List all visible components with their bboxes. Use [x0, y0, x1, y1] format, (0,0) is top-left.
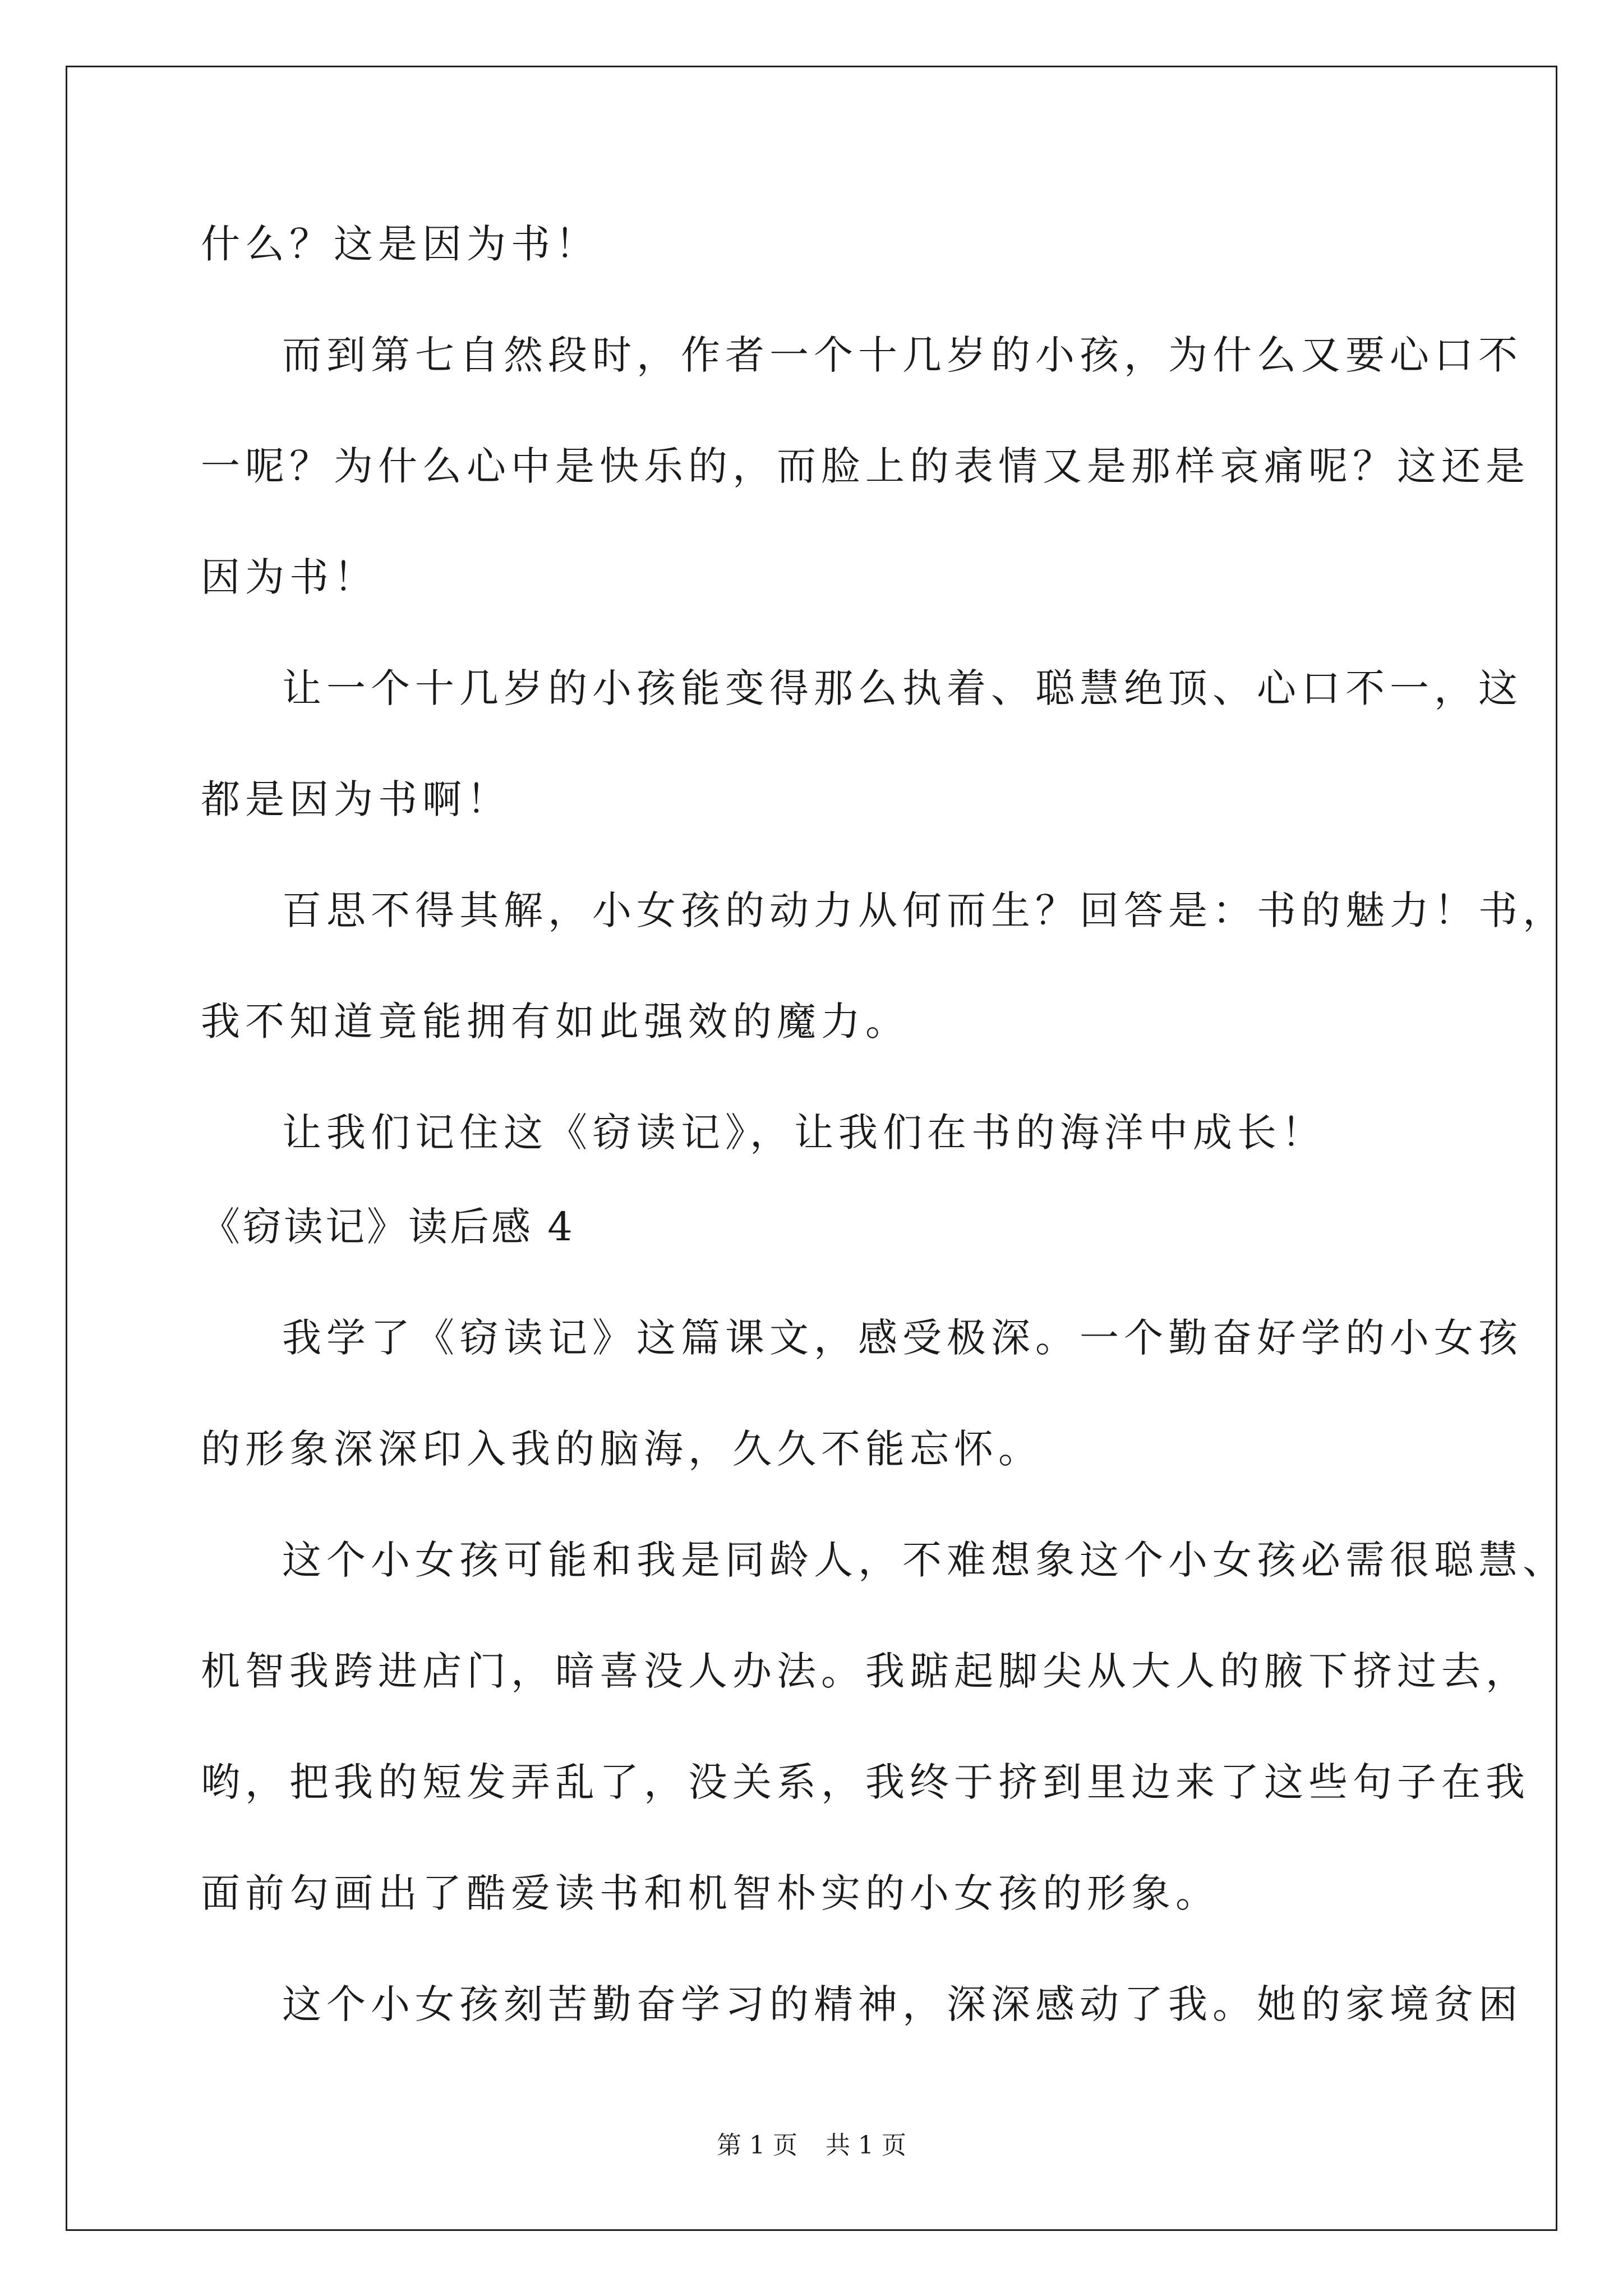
page-footer [0, 2129, 1623, 2162]
paragraph-line: 让一个十几岁的小孩能变得那么执着、聪慧绝顶、心口不一，这 [282, 665, 1523, 711]
paragraph-line: 我学了《窃读记》这篇课文，感受极深。一个勤奋好学的小女孩 [282, 1315, 1523, 1361]
page-number-current: 第 1 页 [717, 2131, 797, 2160]
text-line: 都是因为书啊！ [201, 776, 511, 822]
paragraph-line: 这个小女孩可能和我是同龄人，不难想象这个小女孩必需很聪慧、 [282, 1537, 1567, 1583]
section-title: 《窃读记》读后感 4 [201, 1204, 575, 1250]
text-line: 面前勾画出了酷爱读书和机智朴实的小女孩的形象。 [201, 1870, 1220, 1916]
text-line: 因为书！ [201, 554, 378, 600]
paragraph-line: 这个小女孩刻苦勤奋学习的精神，深深感动了我。她的家境贫困 [282, 1981, 1523, 2027]
page-number-total: 共 1 页 [826, 2131, 906, 2160]
paragraph-line: 百思不得其解，小女孩的动力从何而生？回答是：书的魅力！书， [282, 887, 1567, 933]
text-line: 哟，把我的短发弄乱了，没关系，我终于挤到里边来了这些句子在我 [201, 1759, 1530, 1805]
paragraph-line: 而到第七自然段时，作者一个十几岁的小孩，为什么又要心口不 [282, 332, 1523, 378]
text-line: 什么？这是因为书！ [201, 221, 600, 267]
text-line: 一呢？为什么心中是快乐的，而脸上的表情又是那样哀痛呢？这还是 [201, 443, 1530, 489]
text-line: 的形象深深印入我的脑海，久久不能忘怀。 [201, 1426, 1043, 1472]
text-line: 机智我跨进店门，暗喜没人办法。我踮起脚尖从大人的腋下挤过去， [201, 1648, 1530, 1694]
paragraph-line: 让我们记住这《窃读记》，让我们在书的海洋中成长！ [282, 1110, 1326, 1156]
text-line: 我不知道竟能拥有如此强效的魔力。 [201, 999, 910, 1045]
